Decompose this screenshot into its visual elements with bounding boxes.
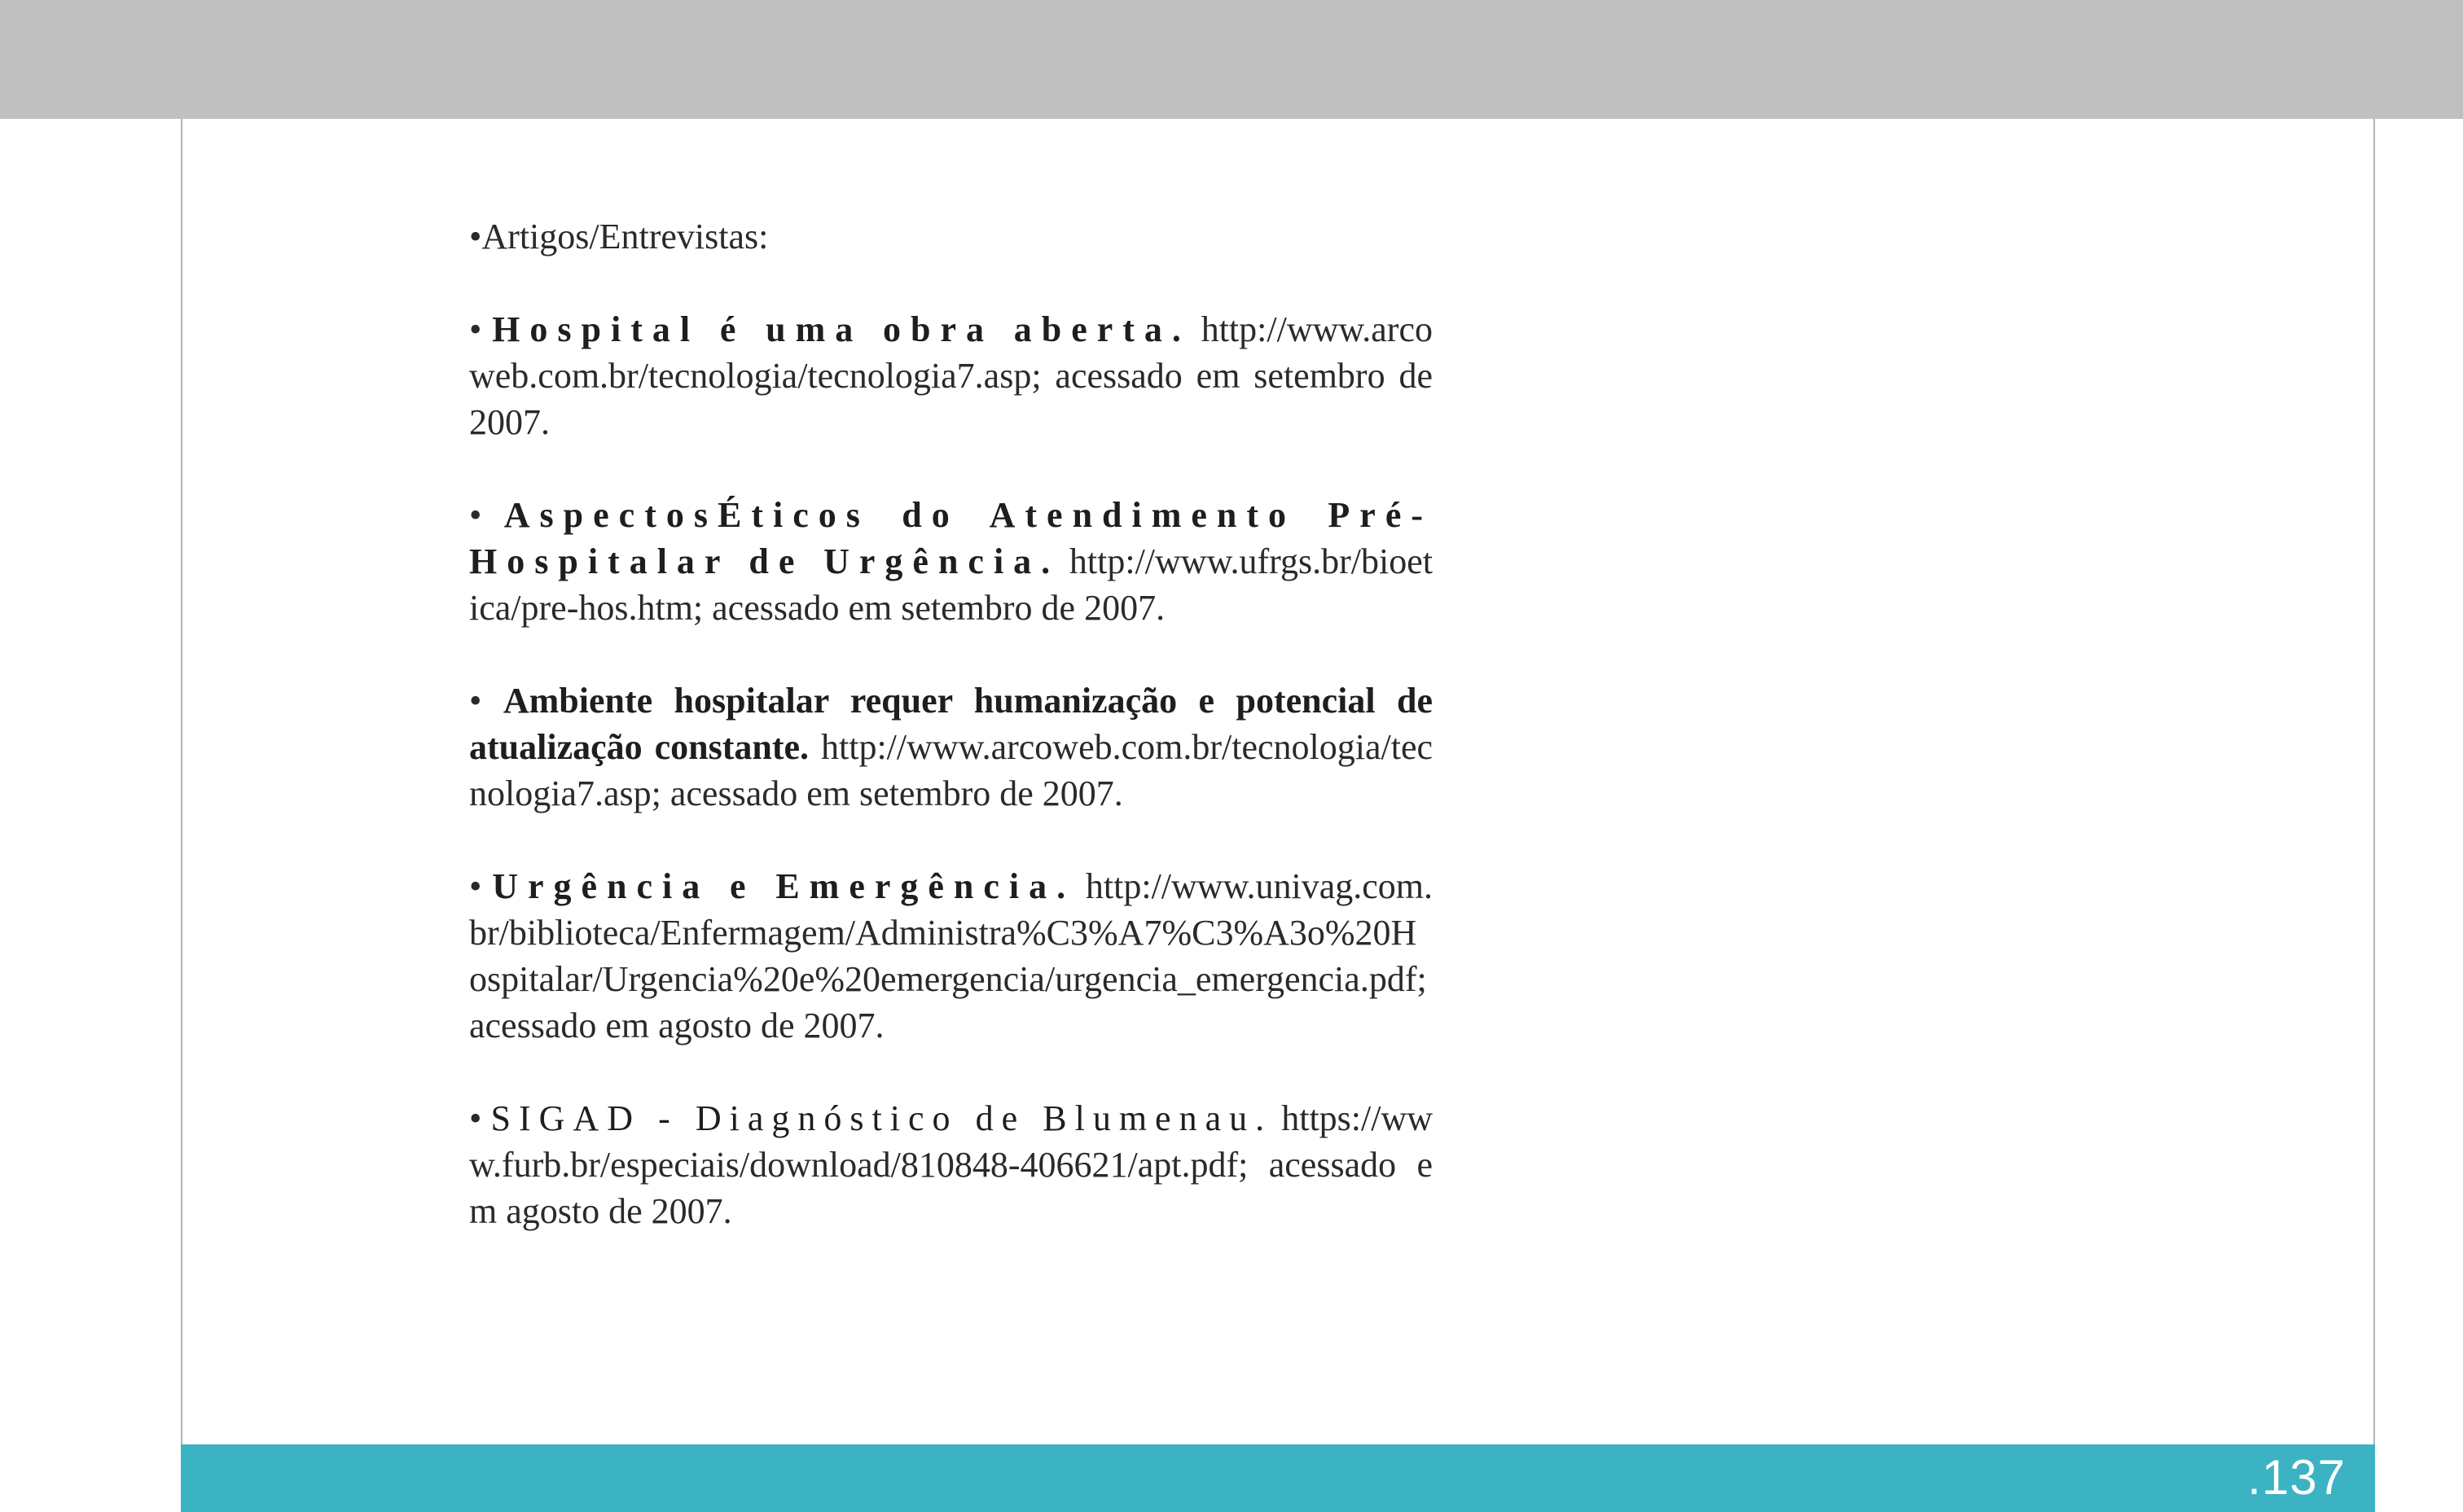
reference-entry-2 <box>469 492 1433 631</box>
bullet-icon: • <box>469 866 493 906</box>
reference-link[interactable]: http://www.arcoweb.com.br/tecnologia/tecnologia7.asp; acessado em setembro de 2007. <box>469 309 1433 442</box>
top-bar <box>0 0 2463 119</box>
bullet-icon: • <box>469 681 503 721</box>
page-number: .137 <box>2247 1450 2346 1505</box>
reference-title: AspectosÉticos do Atendimento Pré-Hospitalar de Urgência. <box>469 495 1433 581</box>
references-content <box>469 213 1433 1281</box>
reference-title: Ambiente hospitalar requer humanização e potencial de atualização constante. <box>469 681 1433 767</box>
reference-title: Urgência e Emergência. <box>492 866 1076 906</box>
reference-title: Hospital é uma obra aberta. <box>492 309 1191 349</box>
reference-link[interactable]: http://www.arcoweb.com.br/tecnologia/tecnologia7.asp; acessado em setembro de 2007. <box>469 727 1433 813</box>
reference-entry-4 <box>469 863 1433 1049</box>
reference-link[interactable]: https://www.furb.br/especiais/download/810848-406621/apt.pdf; acessado em agosto de 2007. <box>469 1098 1433 1231</box>
footer-bar <box>181 1444 2375 1512</box>
bullet-icon: • <box>469 495 504 535</box>
reference-link[interactable]: http://www.ufrgs.br/bioetica/pre-hos.htm; acessado em setembro de 2007. <box>469 541 1433 628</box>
reference-title: SIGAD - Diagnóstico de Blumenau. <box>490 1098 1273 1138</box>
reference-link[interactable]: http://www.univag.com.br/biblioteca/Enfermagem/Administra%C3%A7%C3%A3o%20Hospitalar/Urgencia%20e%20emergencia/urgencia_emergencia.pdf; acessado em agosto de 2007. <box>469 866 1433 1045</box>
reference-entry-1 <box>469 306 1433 445</box>
reference-entry-3 <box>469 677 1433 817</box>
section-heading: •Artigos/Entrevistas: <box>469 217 769 256</box>
reference-entry-5 <box>469 1095 1433 1234</box>
bullet-icon: • <box>469 1098 491 1138</box>
bullet-icon: • <box>469 309 493 349</box>
